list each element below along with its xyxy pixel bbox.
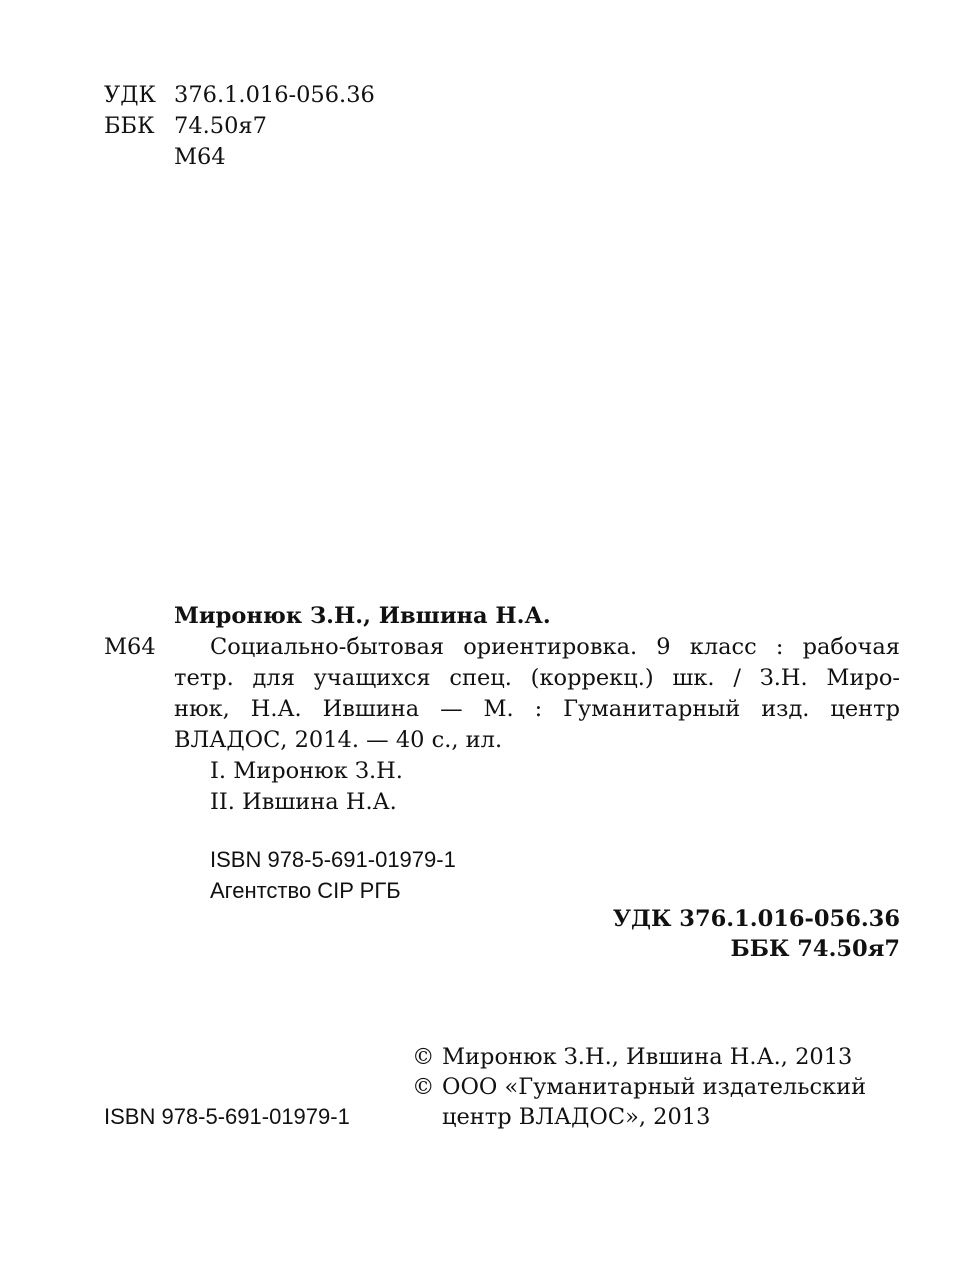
catalog-isbn: ISBN 978-5-691-01979-1	[210, 847, 456, 872]
bbk-right: ББК 74.50я7	[730, 936, 900, 962]
copyright-text-2-line-1: ООО «Гуманитарный издательский	[442, 1074, 867, 1100]
udk-label-top: УДК	[104, 82, 156, 108]
copyright-text-1: Миронюк З.Н., Ившина Н.А., 2013	[442, 1044, 853, 1070]
author-mark-top: М64	[174, 144, 226, 170]
description-line-1: Социально-бытовая ориентировка. 9 класс : рабочая	[210, 634, 900, 660]
catalog-author-mark: М64	[104, 634, 156, 660]
catalog-heading-authors: Миронюк З.Н., Ившина Н.А.	[174, 603, 551, 629]
tracing-2: II. Ившина Н.А.	[210, 789, 397, 815]
description-line-2: тетр. для учащихся спец. (коррекц.) шк. / З.Н. Миро-	[174, 665, 900, 691]
copyright-text-2-line-2: центр ВЛАДОС», 2013	[442, 1104, 711, 1130]
udk-value-top: 376.1.016-056.36	[174, 82, 375, 108]
description-line-3: нюк, Н.А. Ившина — М. : Гуманитарный изд. центр	[174, 696, 900, 722]
bottom-isbn: ISBN 978-5-691-01979-1	[104, 1104, 350, 1129]
tracing-1: I. Миронюк З.Н.	[210, 758, 403, 784]
cip-agency: Агентство CIP РГБ	[210, 878, 401, 903]
copyright-symbol-1: ©	[412, 1044, 435, 1070]
copyright-symbol-2: ©	[412, 1074, 435, 1100]
bbk-value-top: 74.50я7	[174, 113, 267, 139]
udk-right: УДК 376.1.016-056.36	[612, 906, 900, 932]
description-line-4: ВЛАДОС, 2014. — 40 с., ил.	[174, 727, 503, 753]
bbk-label-top: ББК	[104, 113, 155, 139]
